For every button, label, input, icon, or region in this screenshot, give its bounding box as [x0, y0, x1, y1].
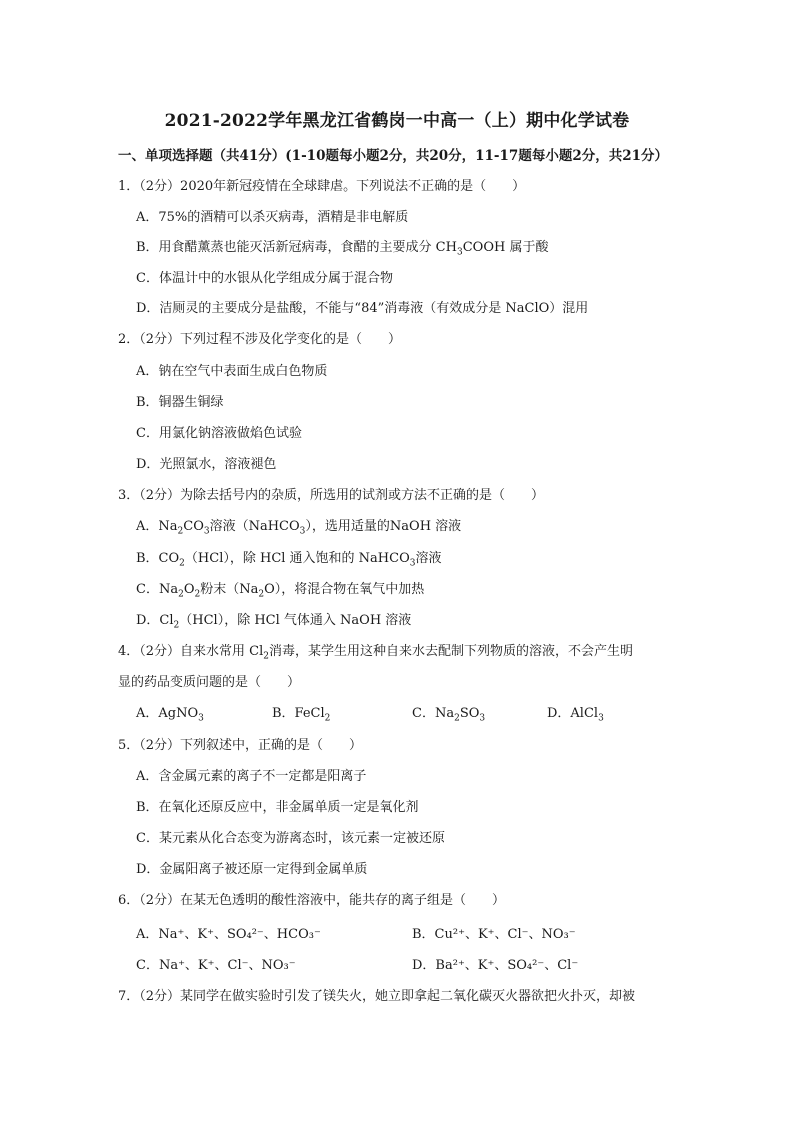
question-6-stem: 6．（2分）在某无色透明的酸性溶液中，能共存的离子组是（ ）: [118, 893, 506, 908]
subscript: 3: [409, 558, 416, 569]
subscript: 2: [263, 651, 270, 662]
question-4-stem-line-1: [118, 643, 633, 661]
text: SO: [459, 706, 480, 721]
text: A．AgNO: [136, 706, 199, 721]
question-4-option-d: [547, 705, 604, 723]
text: CO: [183, 519, 204, 534]
question-5-stem: 5．（2分）下列叙述中，正确的是（ ）: [118, 738, 363, 753]
question-2-option-d: D．光照氯水，溶液褪色: [136, 457, 277, 472]
question-4-option-b: [272, 705, 330, 723]
subscript: 2: [194, 589, 201, 600]
text: A．Na: [136, 519, 178, 534]
text: C．Na: [412, 706, 455, 721]
question-6-option-b: B．Cu²⁺、K⁺、Cl⁻、NO₃⁻: [412, 927, 576, 942]
question-6-option-c: C．Na⁺、K⁺、Cl⁻、NO₃⁻: [136, 958, 296, 973]
question-3-stem: 3．（2分）为除去括号内的杂质，所选用的试剂或方法不正确的是（ ）: [118, 488, 545, 503]
subscript: 3: [479, 713, 486, 724]
text: COOH 属于酸: [462, 240, 549, 255]
text: B．CO: [136, 551, 180, 566]
question-1-option-b: [136, 239, 548, 257]
question-3-option-a: [136, 518, 461, 536]
question-2-option-a: A．钠在空气中表面生成白色物质: [136, 364, 328, 379]
subscript: 2: [179, 558, 185, 569]
question-3-option-d: [136, 612, 411, 630]
question-6-option-d: D．Ba²⁺、K⁺、SO₄²⁻、Cl⁻: [412, 958, 579, 973]
text: C．Na: [136, 582, 179, 597]
question-6-option-a: A．Na⁺、K⁺、SO₄²⁻、HCO₃⁻: [136, 927, 321, 942]
subscript: 2: [173, 620, 180, 631]
subscript: 3: [198, 713, 204, 724]
question-1-option-c: C．体温计中的水银从化学组成分属于混合物: [136, 271, 393, 286]
subscript: 3: [598, 713, 604, 724]
question-4-option-a: [136, 705, 204, 723]
subscript: 2: [454, 713, 460, 724]
question-1-option-a: A．75%的酒精可以杀灭病毒，酒精是非电解质: [136, 210, 409, 225]
text: （HCl），除 HCl 气体通入 NaOH 溶液: [179, 613, 412, 628]
text: （HCl），除 HCl 通入饱和的 NaHCO: [184, 551, 410, 566]
section-heading: 一、单项选择题（共41分）(1-10题每小题2分，共20分，11-17题每小题2分，共21分）: [118, 148, 668, 164]
question-5-option-b: B．在氧化还原反应中，非金属单质一定是氧化剂: [136, 800, 419, 815]
text: O: [183, 582, 195, 597]
question-2-option-b: B．铜器生铜绿: [136, 395, 224, 410]
text: 溶液: [415, 551, 442, 566]
question-7-stem: 7．（2分）某同学在做实验时引发了镁失火，她立即拿起二氧化碳灭火器欲把火扑灭，却被: [118, 989, 636, 1004]
text: ），选用适量的NaOH 溶液: [305, 519, 462, 534]
question-3-option-c: [136, 581, 424, 599]
question-5-option-a: A．含金属元素的离子不一定都是阳离子: [136, 769, 367, 784]
subscript: 2: [258, 589, 265, 600]
subscript: 3: [456, 247, 463, 258]
question-2-option-c: C．用氯化钠溶液做焰色试验: [136, 426, 302, 441]
text: O），将混合物在氧气中加热: [264, 582, 425, 597]
text: D．AlCl: [547, 706, 599, 721]
question-3-option-b: [136, 550, 442, 568]
text: D．Cl: [136, 613, 174, 628]
subscript: 2: [324, 713, 331, 724]
subscript: 3: [299, 526, 306, 537]
question-5-option-d: D．金属阳离子被还原一定得到金属单质: [136, 862, 368, 877]
subscript: 3: [203, 526, 210, 537]
question-1-stem: 1．（2分）2020年新冠疫情在全球肆虐。下列说法不正确的是（ ）: [118, 179, 526, 194]
text: 4．（2分）自来水常用 Cl: [118, 644, 264, 659]
question-5-option-c: C．某元素从化合态变为游离态时，该元素一定被还原: [136, 831, 445, 846]
text: 粉末（Na: [200, 582, 259, 597]
subscript: 2: [178, 589, 184, 600]
question-4-option-c: [412, 705, 485, 723]
subscript: 2: [177, 526, 184, 537]
exam-title: 2021-2022学年黑龙江省鹤岗一中高一（上）期中化学试卷: [164, 111, 630, 131]
text: 溶液（NaHCO: [209, 519, 300, 534]
question-2-stem: 2．（2分）下列过程不涉及化学变化的是（ ）: [118, 332, 402, 347]
question-1-option-d: D．洁厕灵的主要成分是盐酸，不能与“84”消毒液（有效成分是 NaClO）混用: [136, 301, 589, 316]
text: B．FeCl: [272, 706, 325, 721]
text: B．用食醋薰蒸也能灭活新冠病毒，食醋的主要成分 CH: [136, 240, 457, 255]
text: 消毒，某学生用这种自来水去配制下列物质的溶液，不会产生明: [269, 644, 634, 659]
question-4-stem-line-2: 显的药品变质问题的是（ ）: [118, 675, 301, 690]
